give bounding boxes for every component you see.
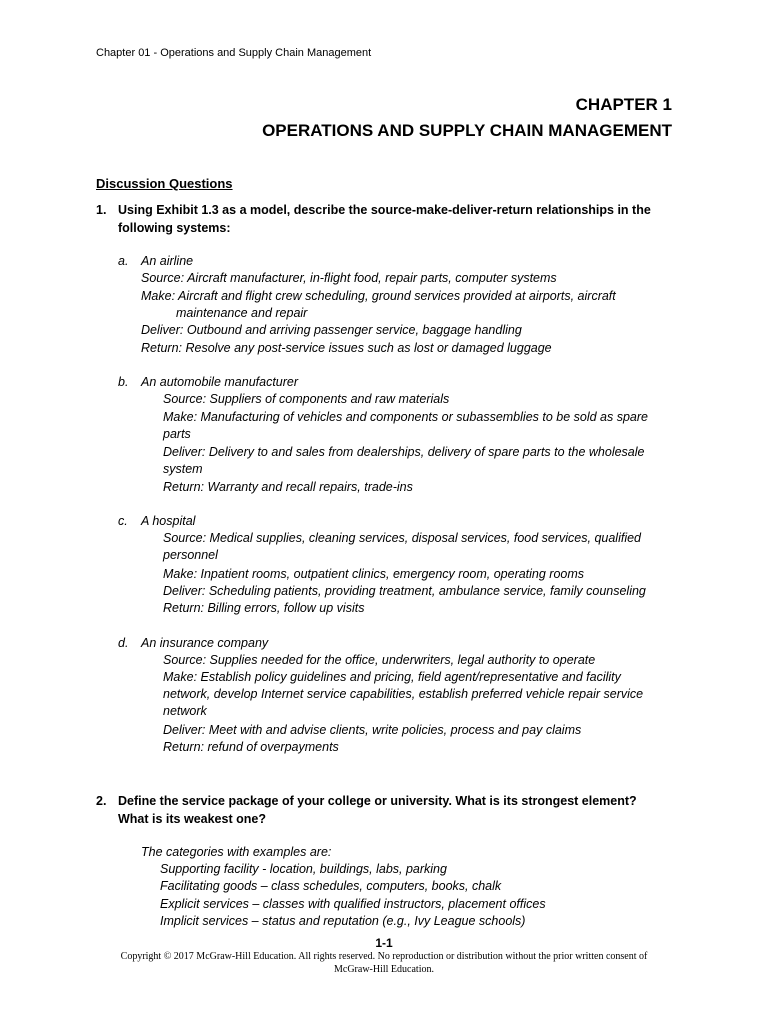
question-1: [96, 201, 663, 237]
automobile-deliver: Deliver: Delivery to and sales from dealerships, delivery of spare parts to the wholesale system: [163, 445, 645, 476]
chapter-number: CHAPTER 1: [575, 95, 672, 114]
category-item: Facilitating goods – class schedules, computers, books, chalk: [160, 879, 502, 893]
hospital-make: Make: Inpatient rooms, outpatient clinics, emergency room, operating rooms: [163, 567, 585, 581]
category-item: Implicit services – status and reputation (e.g., Ivy League schools): [160, 914, 526, 928]
hospital-source: Source: Medical supplies, cleaning services, disposal services, food services, qualified personnel: [163, 531, 642, 562]
insurance-make: Make: Establish policy guidelines and pricing, field agent/representative and facility network, develop Internet service capabilities, establish preferred vehicle repair service network: [163, 670, 644, 718]
question-text: Using Exhibit 1.3 as a model, describe the source-make-deliver-return relationships in the following systems:: [118, 203, 651, 235]
automobile-return: Return: Warranty and recall repairs, trade-ins: [163, 480, 413, 494]
hospital-return: Return: Billing errors, follow up visits: [163, 601, 365, 615]
item-title-hospital: A hospital: [141, 514, 196, 528]
automobile-source: Source: Suppliers of components and raw materials: [163, 392, 450, 406]
airline-return: Return: Resolve any post-service issues such as lost or damaged luggage: [141, 341, 552, 355]
airline-make-continued: maintenance and repair: [176, 306, 308, 320]
page-number: 1-1: [375, 936, 393, 950]
insurance-return: Return: refund of overpayments: [163, 740, 339, 754]
category-item: Supporting facility - location, buildings, labs, parking: [160, 862, 447, 876]
airline-deliver: Deliver: Outbound and arriving passenger service, baggage handling: [141, 323, 522, 337]
airline-make: Make: Aircraft and flight crew scheduling, ground services provided at airports, aircraft: [141, 289, 616, 303]
insurance-deliver: Deliver: Meet with and advise clients, write policies, process and pay claims: [163, 723, 582, 737]
automobile-make: Make: Manufacturing of vehicles and components or subassemblies to be sold as spare parts: [163, 410, 648, 441]
category-item: Explicit services – classes with qualified instructors, placement offices: [160, 897, 546, 911]
question-number: 2.: [96, 794, 107, 808]
insurance-source: Source: Supplies needed for the office, underwriters, legal authority to operate: [163, 653, 596, 667]
question-text: Define the service package of your college or university. What is its strongest element? What is its weakest one?: [118, 794, 637, 826]
item-title-airline: An airline: [141, 254, 194, 268]
section-heading: Discussion Questions: [96, 176, 233, 191]
item-label-a: a.: [118, 254, 129, 268]
airline-source: Source: Aircraft manufacturer, in-flight food, repair parts, computer systems: [141, 271, 557, 285]
item-label-b: b.: [118, 375, 129, 389]
item-label-c: c.: [118, 514, 128, 528]
running-header: Chapter 01 - Operations and Supply Chain Management: [96, 47, 372, 59]
question-number: 1.: [96, 203, 107, 217]
item-label-d: d.: [118, 636, 129, 650]
categories-intro: The categories with examples are:: [141, 845, 332, 859]
item-title-insurance: An insurance company: [141, 636, 269, 650]
item-title-automobile: An automobile manufacturer: [141, 375, 299, 389]
copyright-notice: Copyright © 2017 McGraw-Hill Education. All rights reserved. No reproduction or distribution without the prior written consent of McGraw-Hill Education.: [120, 951, 648, 975]
hospital-deliver: Deliver: Scheduling patients, providing treatment, ambulance service, family counseling: [163, 584, 646, 598]
chapter-title: OPERATIONS AND SUPPLY CHAIN MANAGEMENT: [262, 121, 672, 140]
question-2: [96, 792, 663, 828]
